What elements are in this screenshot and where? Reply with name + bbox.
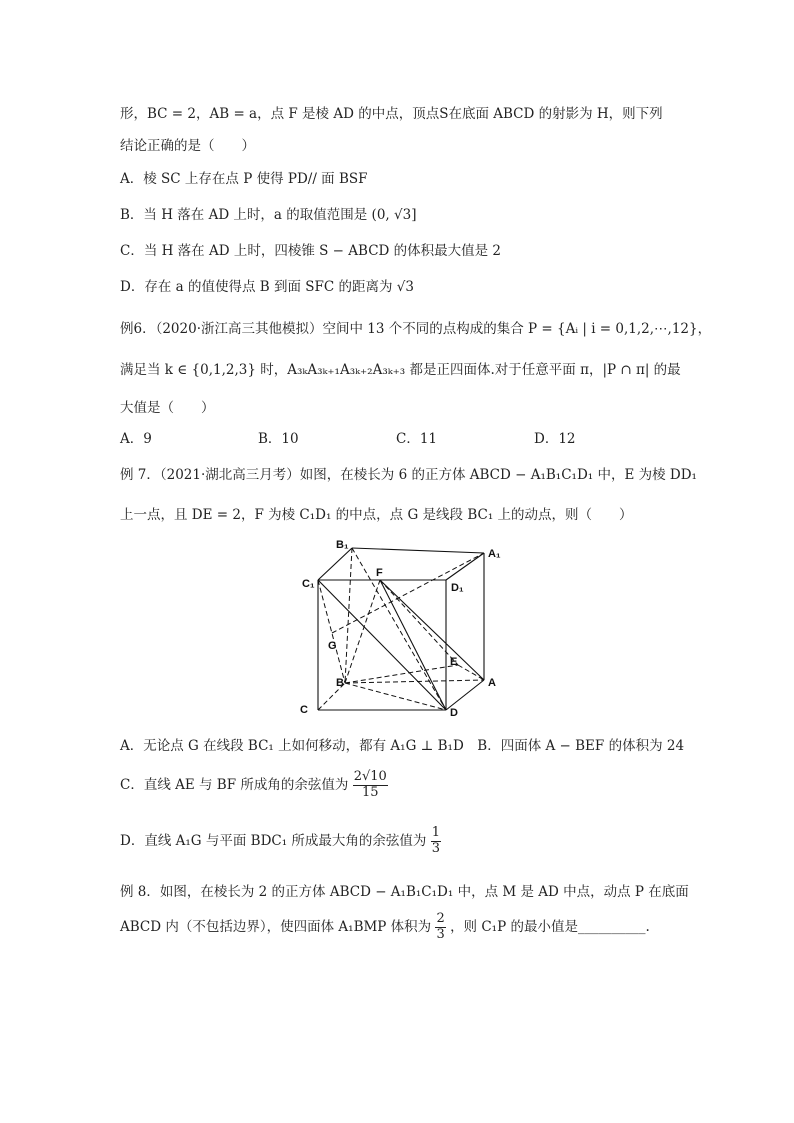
example6-text-line2: 满足当 k ∈ {0,1,2,3} 时，A₃ₖA₃ₖ₊₁A₃ₖ₊₂A₃ₖ₊₃ 都是正四面体.对于任意平面 π，|P ∩ π| 的最 (120, 362, 681, 378)
example6-option-a: A．9 (120, 431, 152, 447)
hidden-line-b-d (345, 683, 446, 710)
problem5-option-c: C．当 H 落在 AD 上时，四棱锥 S − ABCD 的体积最大值是 2 (120, 243, 502, 259)
example8-fraction-denominator: 3 (436, 926, 445, 942)
example8-text-after: ，则 C₁P 的最小值是__________. (450, 918, 650, 935)
problem5-option-d: D．存在 a 的值使得点 B 到面 SFC 的距离为 √3 (120, 279, 414, 295)
problem5-option-a: A．棱 SC 上存在点 P 使得 PD// 面 BSF (120, 171, 368, 187)
example7-option-d-fraction (431, 826, 441, 857)
example6-option-d: D．12 (534, 431, 576, 447)
label-e: E (450, 656, 458, 668)
label-f: F (376, 567, 383, 579)
hidden-edge-b-a (345, 680, 484, 683)
example7-option-c-denominator: 15 (361, 784, 379, 800)
example7-option-c-numerator: 2√10 (353, 769, 387, 784)
example8-fraction-numerator: 2 (436, 911, 445, 926)
example7-text-line1: 例 7．（2021·湖北高三月考）如图，在棱长为 6 的正方体 ABCD − A₁B₁C₁D₁ 中，E 为棱 DD₁ (120, 467, 697, 483)
hidden-line-b-e (345, 665, 458, 683)
edge-b1-a1 (352, 548, 484, 553)
label-b: B (336, 677, 344, 689)
example7-option-d-numerator: 1 (431, 825, 440, 840)
hidden-line-b-f (345, 580, 380, 683)
example6-option-b: B．10 (258, 431, 299, 447)
example7-options-ab: A．无论点 G 在线段 BC₁ 上如何移动，都有 A₁G ⊥ B₁D B．四面体 A − BEF 的体积为 24 (120, 738, 685, 754)
hidden-line-c1-b (318, 580, 345, 683)
example6-text-line3: 大值是（ ） (120, 400, 215, 416)
edge-d1-a1 (446, 553, 484, 580)
example8-text-before: ABCD 内（不包括边界），使四面体 A₁BMP 体积为 (120, 918, 432, 935)
example6-text-line1: 例6．（2020·浙江高三其他模拟）空间中 13 个不同的点构成的集合 P = {Aᵢ | i = 0,1,2,⋯,12}， (120, 321, 712, 337)
example7-option-c-fraction (353, 770, 388, 801)
cube-figure (290, 532, 510, 724)
problem5-text-line1: 形，BC = 2，AB = a，点 F 是棱 AD 的中点，顶点S在底面 ABCD 的射影为 H，则下列 (120, 106, 663, 122)
label-c: C (300, 704, 308, 716)
label-d: D (450, 707, 458, 719)
example6-option-c: C．11 (396, 431, 438, 447)
problem5-option-b: B．当 H 落在 AD 上时，a 的取值范围是 (0, √3] (120, 207, 417, 223)
edge-d-a (446, 680, 484, 710)
example7-option-d-denominator: 3 (431, 840, 440, 856)
label-d1: D₁ (451, 582, 464, 594)
example7-text-line2: 上一点，且 DE = 2，F 为棱 C₁D₁ 的中点，点 G 是线段 BC₁ 上的动点，则（ ） (120, 507, 633, 523)
label-b1: B₁ (336, 539, 349, 551)
line-f-a (380, 580, 484, 680)
example8-text-line1: 例 8．如图，在棱长为 2 的正方体 ABCD − A₁B₁C₁D₁ 中，点 M 是 AD 中点，动点 P 在底面 (120, 884, 689, 900)
line-f-d (380, 580, 446, 710)
example8-fraction (435, 912, 445, 943)
problem5-text-line2: 结论正确的是（ ） (120, 138, 255, 154)
example7-option-d (120, 826, 441, 857)
edge-c1-b1 (318, 548, 352, 580)
example7-option-c-text: C．直线 AE 与 BF 所成角的余弦值为 (120, 776, 349, 793)
example7-option-c (120, 770, 388, 801)
label-a1: A₁ (488, 548, 501, 560)
example7-option-d-text: D．直线 A₁G 与平面 BDC₁ 所成最大角的余弦值为 (120, 832, 427, 849)
label-a: A (488, 677, 496, 689)
label-g: G (328, 640, 337, 652)
example8-text-line2 (120, 912, 650, 943)
label-c1: C₁ (302, 578, 315, 590)
hidden-edge-b1-b (345, 548, 352, 683)
